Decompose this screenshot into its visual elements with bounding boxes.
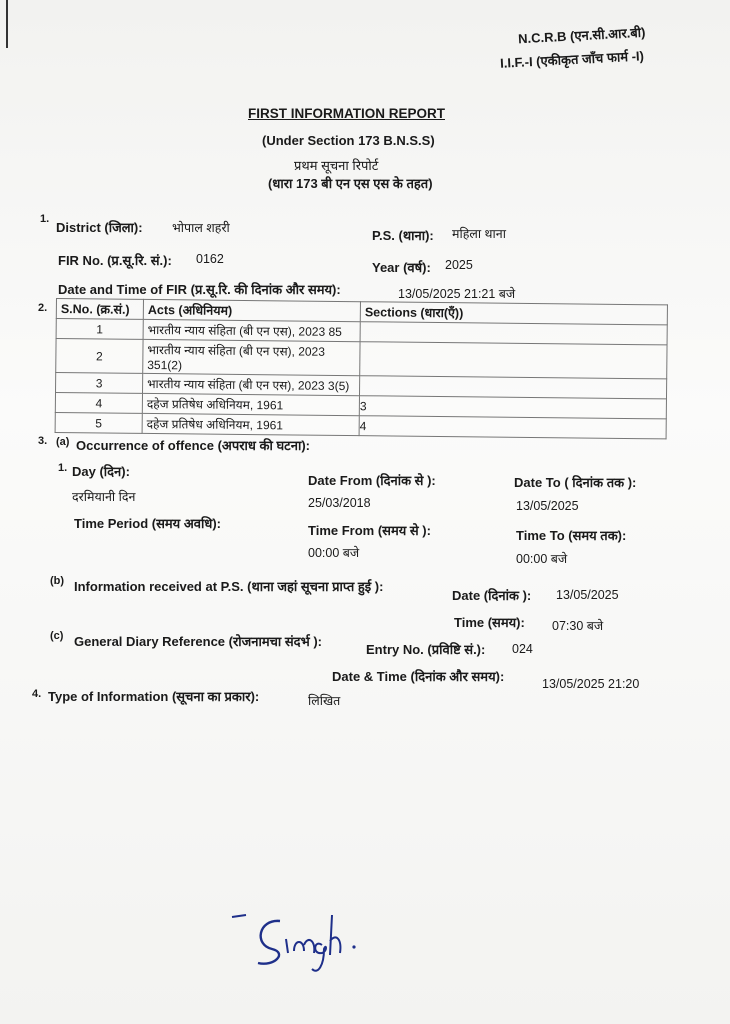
item-3-number: 3. <box>38 435 48 447</box>
row-section: 351(2) <box>147 357 183 373</box>
item-3c-marker: (c) <box>50 630 64 642</box>
row-act: भारतीय न्याय संहिता (बी एन एस), 2023 85 <box>143 319 360 341</box>
row-section: 4 <box>359 416 666 439</box>
column-header-sections: Sections (धारा(एँ)) <box>360 302 667 325</box>
time-from-label: Time From (समय से ): <box>308 523 431 538</box>
time-to-label: Time To (समय तक): <box>516 528 627 543</box>
report-section-hindi: (धारा 173 बी एन एस एस के तहत) <box>268 176 433 191</box>
fir-number-label: FIR No. (प्र.सू.रि. सं.): <box>58 253 172 268</box>
info-received-time-label: Time (समय): <box>454 615 525 630</box>
report-title-hindi: प्रथम सूचना रिपोर्ट <box>294 158 379 173</box>
fir-datetime-label: Date and Time of FIR (प्र.सू.रि. की दिनांक और समय): <box>58 282 341 297</box>
date-to-value: 13/05/2025 <box>516 499 579 513</box>
iif-header: I.I.F.-I (एकीकृत जाँच फार्म -I) <box>499 48 645 71</box>
day-label: Day (दिन): <box>72 464 130 479</box>
district-label: District (जिला): <box>56 220 143 235</box>
info-type-label: Type of Information (सूचना का प्रकार): <box>48 689 260 704</box>
info-received-label: Information received at P.S. (थाना जहां सूचना प्राप्त हुई ): <box>74 579 384 594</box>
item-3a-marker: (a) <box>56 436 70 448</box>
item-2-number: 2. <box>38 302 48 314</box>
acts-sections-table <box>55 298 668 439</box>
info-received-time-value: 07:30 बजे <box>552 619 604 633</box>
ncrb-header: N.C.R.B (एन.सी.आर.बी) <box>517 24 646 47</box>
column-header-sno: S.No. (क्र.सं.) <box>56 299 143 320</box>
police-station-value: महिला थाना <box>452 227 506 241</box>
gd-datetime-value: 13/05/2025 21:20 <box>542 677 640 691</box>
column-header-acts: Acts (अधिनियम) <box>143 299 360 321</box>
item-3a1-number: 1. <box>58 462 68 474</box>
year-label: Year (वर्ष): <box>372 260 431 275</box>
signature-drawing <box>228 905 368 980</box>
row-act: भारतीय न्याय संहिता (बी एन एस), 2023 351(2) <box>143 339 360 375</box>
report-title: FIRST INFORMATION REPORT <box>248 106 445 121</box>
row-sno: 4 <box>55 393 142 414</box>
row-sno: 1 <box>56 319 143 340</box>
row-sno: 5 <box>55 412 142 433</box>
time-to-value: 00:00 बजे <box>516 552 568 566</box>
district-value: भोपाल शहरी <box>172 221 230 235</box>
gd-datetime-label: Date & Time (दिनांक और समय): <box>332 669 505 684</box>
time-from-value: 00:00 बजे <box>308 546 360 560</box>
occurrence-label: Occurrence of offence (अपराध की घटना): <box>76 438 310 453</box>
entry-number-label: Entry No. (प्रविष्टि सं.): <box>366 642 486 657</box>
row-section: 85 <box>328 324 342 339</box>
time-period-label: Time Period (समय अवधि): <box>74 516 222 531</box>
report-section: (Under Section 173 B.N.S.S) <box>262 133 435 148</box>
row-sno: 3 <box>56 373 143 394</box>
page-edge-mark <box>6 0 8 48</box>
info-received-date-label: Date (दिनांक ): <box>452 588 532 603</box>
row-sno: 2 <box>56 339 143 374</box>
info-type-value: लिखित <box>308 694 341 708</box>
row-act: भारतीय न्याय संहिता (बी एन एस), 2023 3(5) <box>143 373 360 395</box>
fir-number-value: 0162 <box>196 252 224 266</box>
item-1-number: 1. <box>40 213 50 225</box>
date-from-label: Date From (दिनांक से ): <box>308 473 436 488</box>
year-value: 2025 <box>445 258 473 272</box>
info-received-date-value: 13/05/2025 <box>556 588 619 602</box>
row-act: दहेज प्रतिषेध अधिनियम, 1961 <box>142 393 359 415</box>
general-diary-label: General Diary Reference (रोजनामचा संदर्भ ): <box>74 634 322 649</box>
fir-datetime-value: 13/05/2025 21:21 बजे <box>398 287 516 301</box>
date-from-value: 25/03/2018 <box>308 496 371 510</box>
day-value: दरमियानी दिन <box>72 490 136 504</box>
signature <box>228 905 368 980</box>
row-act: दहेज प्रतिषेध अधिनियम, 1961 <box>142 413 359 435</box>
row-section: 3 <box>359 396 666 419</box>
police-station-label: P.S. (थाना): <box>372 228 434 243</box>
date-to-label: Date To ( दिनांक तक ): <box>514 475 637 490</box>
entry-number-value: 024 <box>512 642 533 656</box>
row-section: 3(5) <box>327 378 350 394</box>
item-3b-marker: (b) <box>50 575 65 587</box>
item-4-number: 4. <box>32 688 42 700</box>
